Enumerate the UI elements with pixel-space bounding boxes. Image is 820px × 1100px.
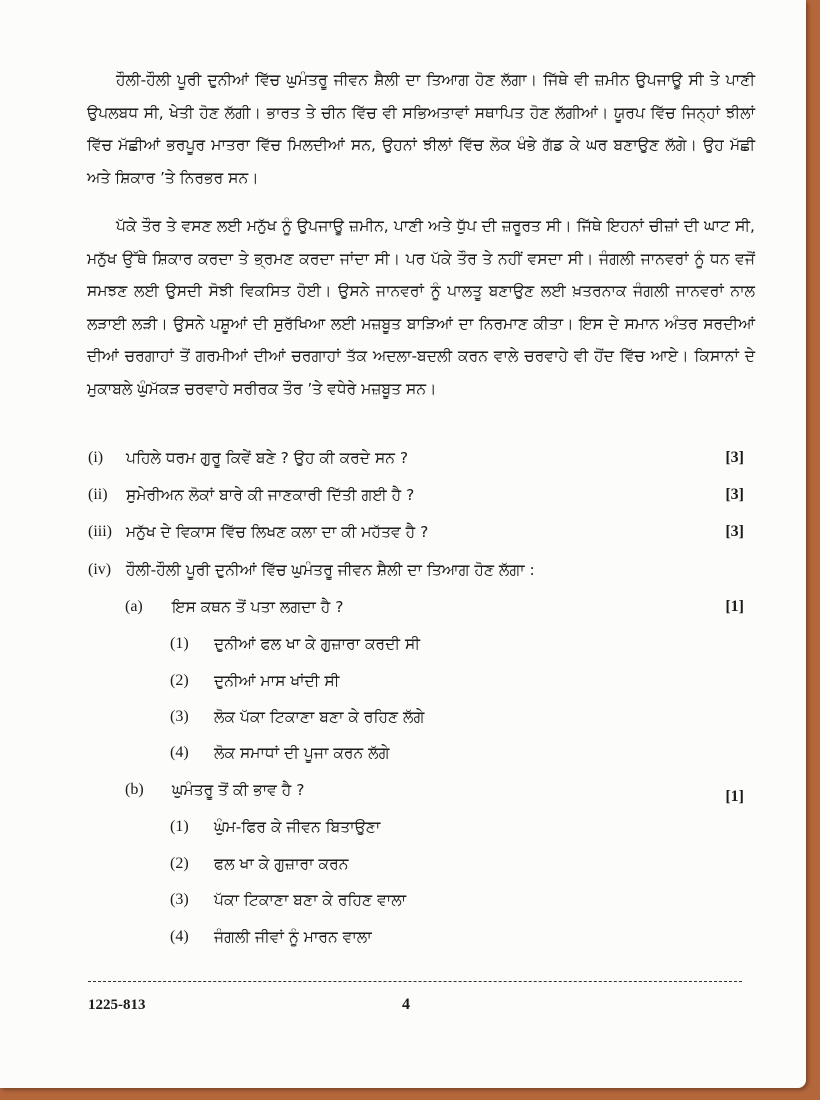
footer-divider	[88, 981, 742, 982]
option-number: (4)	[170, 744, 189, 761]
option-text: ਲੋਕ ਸਮਾਧਾਂ ਦੀ ਪੂਜਾ ਕਰਨ ਲੱਗੇ	[214, 744, 390, 762]
question-marks: [3]	[725, 449, 744, 466]
sub-question-letter: (a)	[125, 598, 143, 615]
question-text: ਮਨੁੱਖ ਦੇ ਵਿਕਾਸ ਵਿੱਚ ਲਿਖਣ ਕਲਾ ਦਾ ਕੀ ਮਹੱਤਵ ਹੈ ?	[126, 523, 429, 541]
option-text: ਦੁਨੀਆਂ ਮਾਸ ਖਾਂਦੀ ਸੀ	[214, 672, 340, 690]
paper-code: 1225-813	[88, 997, 146, 1013]
option-number: (3)	[170, 708, 189, 725]
option-number: (1)	[170, 635, 189, 652]
question-number: (iv)	[88, 561, 112, 578]
question-marks: [3]	[725, 486, 744, 503]
question-number: (i)	[88, 449, 104, 466]
option-text: ਘੁੰਮ-ਫਿਰ ਕੇ ਜੀਵਨ ਬਿਤਾਉਣਾ	[214, 818, 381, 836]
question-text: ਸੁਮੇਰੀਅਨ ਲੋਕਾਂ ਬਾਰੇ ਕੀ ਜਾਣਕਾਰੀ ਦਿੱਤੀ ਗਈ ਹੈ ?	[126, 486, 415, 504]
sub-question-marks: [1]	[725, 788, 744, 805]
option-number: (2)	[170, 672, 189, 689]
sub-question-text: ਇਸ ਕਥਨ ਤੋਂ ਪਤਾ ਲਗਦਾ ਹੈ ?	[172, 598, 344, 616]
option-text: ਦੁਨੀਆਂ ਫਲ ਖਾ ਕੇ ਗੁਜ਼ਾਰਾ ਕਰਦੀ ਸੀ	[214, 635, 420, 653]
question-text: ਹੌਲੀ-ਹੌਲੀ ਪੂਰੀ ਦੁਨੀਆਂ ਵਿੱਚ ਘੁਮੰਤਰੂ ਜੀਵਨ ਸ਼ੈਲੀ ਦਾ ਤਿਆਗ ਹੋਣ ਲੱਗਾ :	[126, 561, 535, 579]
sub-question-letter: (b)	[125, 781, 144, 798]
passage-paragraph-2: ਪੱਕੇ ਤੌਰ ਤੇ ਵਸਣ ਲਈ ਮਨੁੱਖ ਨੂੰ ਉਪਜਾਊ ਜ਼ਮੀਨ, ਪਾਣੀ ਅਤੇ ਧੁੱਪ ਦੀ ਜ਼ਰੂਰਤ ਸੀ। ਜਿੱਥੇ ਇਹਨਾਂ ਚੀਜ਼ਾਂ ਦੀ ਘਾਟ ਸੀ, ਮਨੁੱਖ ਉੱਥੇ ਸ਼ਿਕਾਰ ਕਰਦਾ ਤੇ ਭ੍ਰਮਣ ਕਰਦਾ ਜਾਂਦਾ ਸੀ। ਪਰ ਪੱਕੇ ਤੌਰ ਤੇ ਨਹੀਂ ਵਸਦਾ ਸੀ। ਜੰਗਲੀ ਜਾਨਵਰਾਂ ਨੂੰ ਧਨ ਵਜੋਂ ਸਮਝਣ ਲਈ ਉਸਦੀ ਸੋਝੀ ਵਿਕਸਿਤ ਹੋਈ। ਉਸਨੇ ਜਾਨਵਰਾਂ ਨੂੰ ਪਾਲਤੂ ਬਣਾਉਣ ਲਈ ਖ਼ਤਰਨਾਕ ਜੰਗਲੀ ਜਾਨਵਰਾਂ ਨਾਲ ਲੜਾਈ ਲੜੀ। ਉਸਨੇ ਪਸ਼ੂਆਂ ਦੀ ਸੁਰੱਖਿਆ ਲਈ ਮਜ਼ਬੂਤ ਬਾੜਿਆਂ ਦਾ ਨਿਰਮਾਣ ਕੀਤਾ। ਇਸ ਦੇ ਸਮਾਨ ਅੰਤਰ ਸਰਦੀਆਂ ਦੀਆਂ ਚਰਗਾਹਾਂ ਤੋਂ ਗਰਮੀਆਂ ਦੀਆਂ ਚਰਗਾਹਾਂ ਤੱਕ ਅਦਲਾ-ਬਦਲੀ ਕਰਨ ਵਾਲੇ ਚਰਵਾਹੇ ਵੀ ਹੋਂਦ ਵਿੱਚ ਆਏ। ਕਿਸਾਨਾਂ ਦੇ ਮੁਕਾਬਲੇ ਘੁੰਮੱਕੜ ਚਰਵਾਹੇ ਸਰੀਰਕ ਤੌਰ ’ਤੇ ਵਧੇਰੇ ਮਜ਼ਬੂਤ ਸਨ।	[87, 217, 755, 398]
option-text: ਲੋਕ ਪੱਕਾ ਟਿਕਾਣਾ ਬਣਾ ਕੇ ਰਹਿਣ ਲੱਗੇ	[214, 708, 425, 726]
option-text: ਪੱਕਾ ਟਿਕਾਣਾ ਬਣਾ ਕੇ ਰਹਿਣ ਵਾਲਾ	[214, 891, 407, 909]
option-number: (1)	[170, 818, 189, 835]
page-number: 4	[402, 996, 410, 1013]
option-text: ਜੰਗਲੀ ਜੀਵਾਂ ਨੂੰ ਮਾਰਨ ਵਾਲਾ	[214, 928, 372, 946]
sub-question-marks: [1]	[725, 598, 744, 615]
question-text: ਪਹਿਲੇ ਧਰਮ ਗੁਰੂ ਕਿਵੇਂ ਬਣੇ ? ਉਹ ਕੀ ਕਰਦੇ ਸਨ ?	[126, 449, 409, 467]
passage-paragraph-1: ਹੌਲੀ-ਹੌਲੀ ਪੂਰੀ ਦੁਨੀਆਂ ਵਿੱਚ ਘੁਮੰਤਰੂ ਜੀਵਨ ਸ਼ੈਲੀ ਦਾ ਤਿਆਗ ਹੋਣ ਲੱਗਾ। ਜਿੱਥੇ ਵੀ ਜ਼ਮੀਨ ਉਪਜਾਊ ਸੀ ਤੇ ਪਾਣੀ ਉਪਲਬਧ ਸੀ, ਖੇਤੀ ਹੋਣ ਲੱਗੀ। ਭਾਰਤ ਤੇ ਚੀਨ ਵਿੱਚ ਵੀ ਸਭਿਅਤਾਵਾਂ ਸਥਾਪਿਤ ਹੋਣ ਲੱਗੀਆਂ। ਯੂਰਪ ਵਿੱਚ ਜਿਨ੍ਹਾਂ ਝੀਲਾਂ ਵਿੱਚ ਮੱਛੀਆਂ ਭਰਪੂਰ ਮਾਤਰਾ ਵਿੱਚ ਮਿਲਦੀਆਂ ਸਨ, ਉਹਨਾਂ ਝੀਲਾਂ ਵਿੱਚ ਲੋਕ ਖੰਭੇ ਗੱਡ ਕੇ ਘਰ ਬਣਾਉਣ ਲੱਗੇ। ਉਹ ਮੱਛੀ ਅਤੇ ਸ਼ਿਕਾਰ ’ਤੇ ਨਿਰਭਰ ਸਨ।	[87, 71, 755, 187]
question-marks: [3]	[725, 523, 744, 540]
option-number: (4)	[170, 928, 189, 945]
sub-question-text: ਘੁਮੰਤਰੂ ਤੋਂ ਕੀ ਭਾਵ ਹੈ ?	[172, 781, 305, 799]
option-number: (3)	[170, 891, 189, 908]
option-text: ਫਲ ਖਾ ਕੇ ਗੁਜ਼ਾਰਾ ਕਰਨ	[214, 855, 349, 873]
question-number: (iii)	[88, 523, 112, 540]
question-number: (ii)	[88, 486, 108, 503]
option-number: (2)	[170, 855, 189, 872]
